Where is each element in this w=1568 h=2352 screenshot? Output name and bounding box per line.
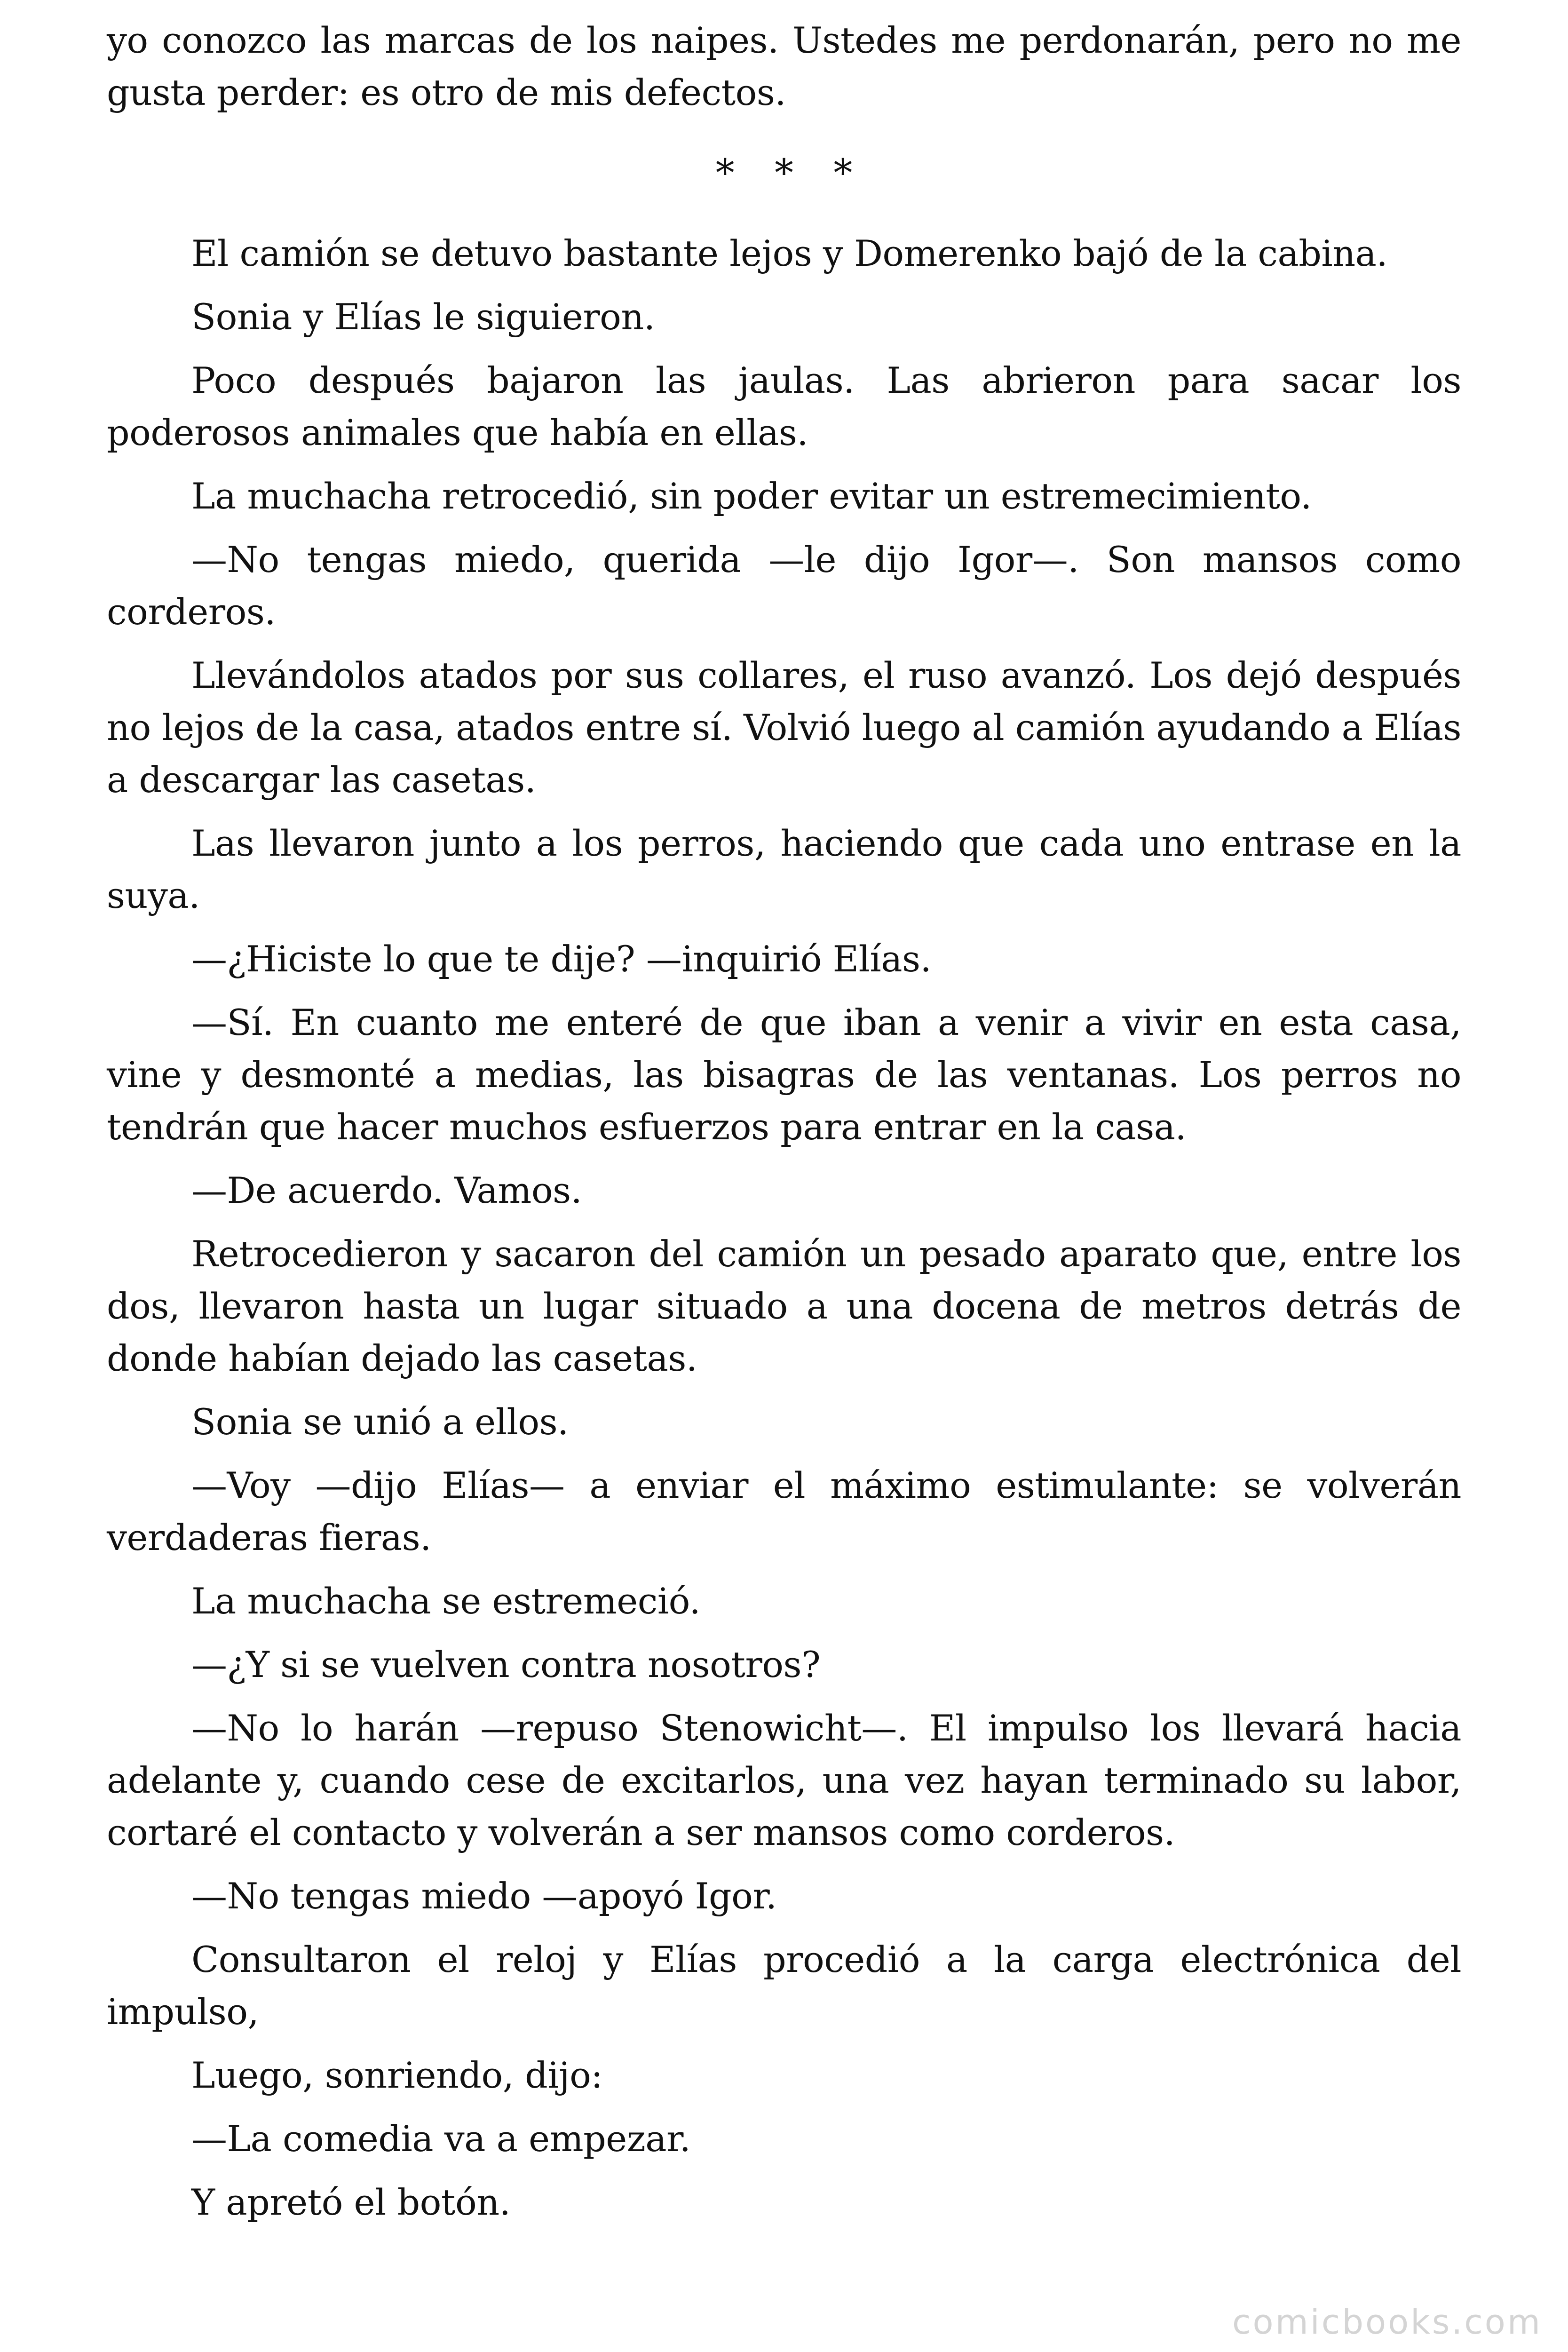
paragraph: —¿Y si se vuelven contra nosotros? xyxy=(191,1644,821,1685)
paragraph: Consultaron el reloj y Elías procedió a la carga electrónica del impulso, xyxy=(107,1939,1461,2033)
paragraph: El camión se detuvo bastante lejos y Domerenko bajó de la cabina. xyxy=(191,232,1388,274)
book-page xyxy=(107,14,1461,2240)
paragraph: —La comedia va a empezar. xyxy=(191,2118,691,2160)
paragraph: Las llevaron junto a los perros, haciendo que cada uno entrase en la suya. xyxy=(107,822,1461,916)
paragraph: —Voy —dijo Elías— a enviar el máximo estimulante: se volverán verdaderas fieras. xyxy=(107,1464,1461,1558)
opening-paragraph: yo conozco las marcas de los naipes. Ustedes me perdonarán, pero no me gusta perder: es otro de mis defectos. xyxy=(107,19,1461,113)
section-separator: * * * xyxy=(715,151,867,195)
paragraph: Retrocedieron y sacaron del camión un pesado aparato que, entre los dos, llevaron hasta un lugar situado a una docena de metros detrás de donde habían dejado las casetas. xyxy=(107,1233,1461,1379)
paragraph: Llevándolos atados por sus collares, el ruso avanzó. Los dejó después no lejos de la casa, atados entre sí. Volvió luego al camión ayudando a Elías a descargar las casetas. xyxy=(107,654,1461,801)
paragraph: La muchacha retrocedió, sin poder evitar un estremecimiento. xyxy=(191,475,1312,517)
watermark: comicbooks.com xyxy=(1232,2302,1542,2342)
paragraph: Sonia se unió a ellos. xyxy=(191,1401,569,1443)
paragraph: —No tengas miedo —apoyó Igor. xyxy=(191,1875,777,1917)
paragraph: —No tengas miedo, querida —le dijo Igor—. Son mansos como corderos. xyxy=(107,539,1461,633)
paragraph: —De acuerdo. Vamos. xyxy=(191,1169,582,1211)
paragraph: Luego, sonriendo, dijo: xyxy=(191,2054,603,2096)
paragraph: Y apretó el botón. xyxy=(191,2181,511,2223)
paragraph: —No lo harán —repuso Stenowicht—. El impulso los llevará hacia adelante y, cuando cese de excitarlos, una vez hayan terminado su labor, cortaré el contacto y volverán a ser mansos como corderos. xyxy=(107,1707,1461,1853)
paragraph: —Sí. En cuanto me enteré de que iban a venir a vivir en esta casa, vine y desmonté a medias, las bisagras de las ventanas. Los perros no tendrán que hacer muchos esfuerzos para entrar en la casa. xyxy=(107,1001,1461,1148)
paragraph: Poco después bajaron las jaulas. Las abrieron para sacar los poderosos animales que había en ellas. xyxy=(107,359,1461,453)
paragraph: Sonia y Elías le siguieron. xyxy=(191,296,655,338)
paragraph: La muchacha se estremeció. xyxy=(191,1580,701,1622)
paragraph: —¿Hiciste lo que te dije? —inquirió Elías. xyxy=(191,938,932,980)
